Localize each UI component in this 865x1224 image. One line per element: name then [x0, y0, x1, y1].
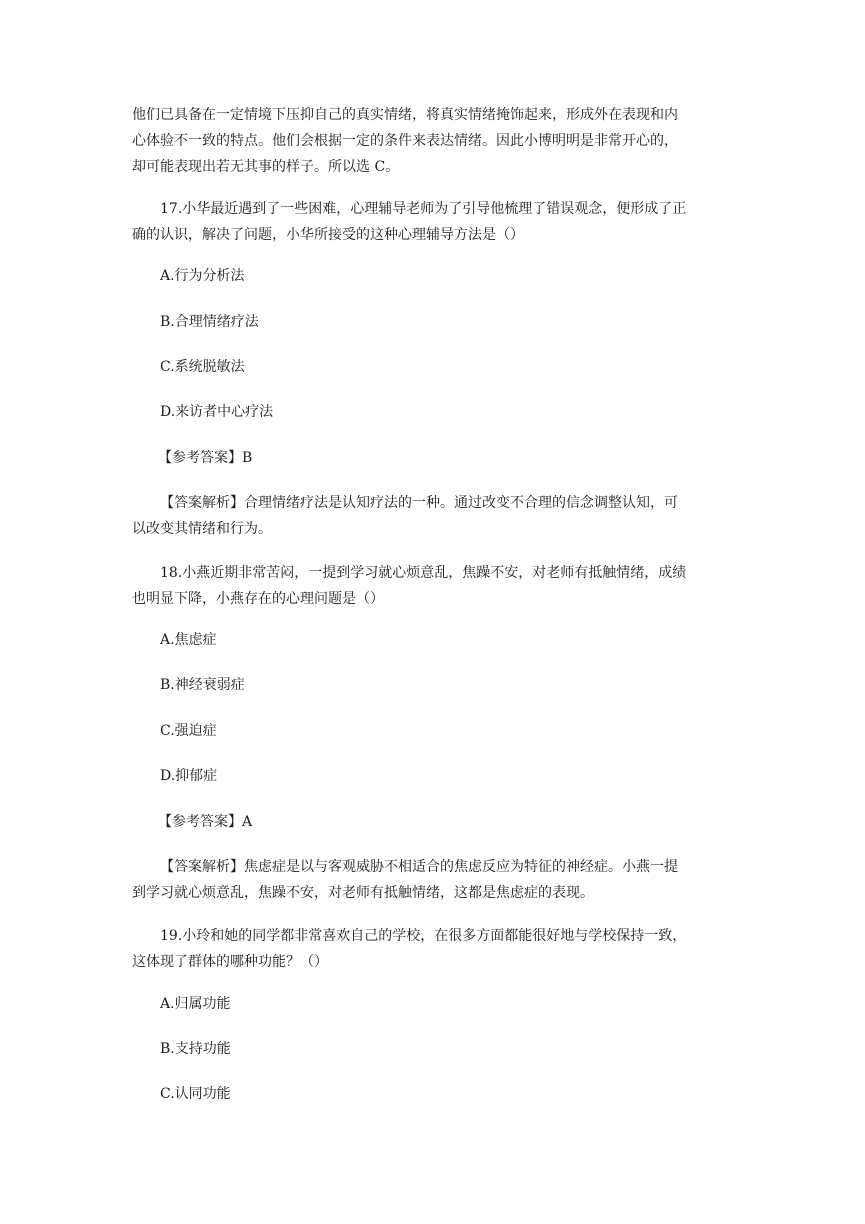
stem-line: 也明显下降，小燕存在的心理问题是（） [132, 591, 384, 607]
q17-option-a: A.行为分析法 [160, 268, 245, 284]
question-18-stem [132, 560, 736, 612]
top-paragraph [132, 102, 736, 180]
stem-line: 确的认识，解决了问题，小华所接受的这种心理辅导方法是（） [132, 227, 524, 243]
q19-option-c: C.认同功能 [160, 1086, 231, 1102]
q19-option-a: A.归属功能 [160, 996, 231, 1012]
q17-answer: 【参考答案】B [158, 450, 253, 466]
stem-line: 19.小玲和她的同学都非常喜欢自己的学校，在很多方面都能很好地与学校保持一致， [160, 928, 687, 944]
q18-answer: 【参考答案】A [158, 814, 253, 830]
paragraph-line: 他们已具备在一定情境下压抑自己的真实情绪，将真实情绪掩饰起来，形成外在表现和内 [132, 107, 678, 123]
paragraph-line: 心体验不一致的特点。他们会根据一定的条件来表达情绪。因此小博明明是非常开心的， [132, 133, 678, 149]
analysis-line: 到学习就心烦意乱，焦躁不安，对老师有抵触情绪，这都是焦虑症的表现。 [132, 885, 594, 901]
stem-line: 17.小华最近遇到了一些困难，心理辅导老师为了引导他梳理了错误观念，便形成了正 [160, 201, 687, 217]
q18-option-b: B.神经衰弱症 [160, 677, 245, 693]
stem-line: 这体现了群体的哪种功能？（） [132, 954, 328, 970]
q18-option-c: C.强迫症 [160, 723, 217, 739]
q17-option-d: D.来访者中心疗法 [160, 404, 274, 420]
question-17-stem [132, 196, 736, 248]
q19-option-b: B.支持功能 [160, 1041, 231, 1057]
q18-option-a: A.焦虑症 [160, 632, 217, 648]
stem-line: 18.小燕近期非常苦闷，一提到学习就心烦意乱，焦躁不安，对老师有抵触情绪，成绩 [160, 565, 687, 581]
paragraph-line: 却可能表现出若无其事的样子。所以选 C。 [132, 159, 400, 175]
q17-analysis [132, 490, 736, 542]
analysis-line: 【答案解析】合理情绪疗法是认知疗法的一种。通过改变不合理的信念调整认知，可 [160, 495, 678, 511]
analysis-line: 【答案解析】焦虑症是以与客观威胁不相适合的焦虑反应为特征的神经症。小燕一提 [160, 859, 678, 875]
q18-analysis [132, 854, 736, 906]
q17-option-b: B.合理情绪疗法 [160, 314, 259, 330]
q18-option-d: D.抑郁症 [160, 768, 218, 784]
q17-option-c: C.系统脱敏法 [160, 359, 245, 375]
analysis-line: 以改变其情绪和行为。 [132, 521, 272, 537]
question-19-stem [132, 923, 736, 975]
